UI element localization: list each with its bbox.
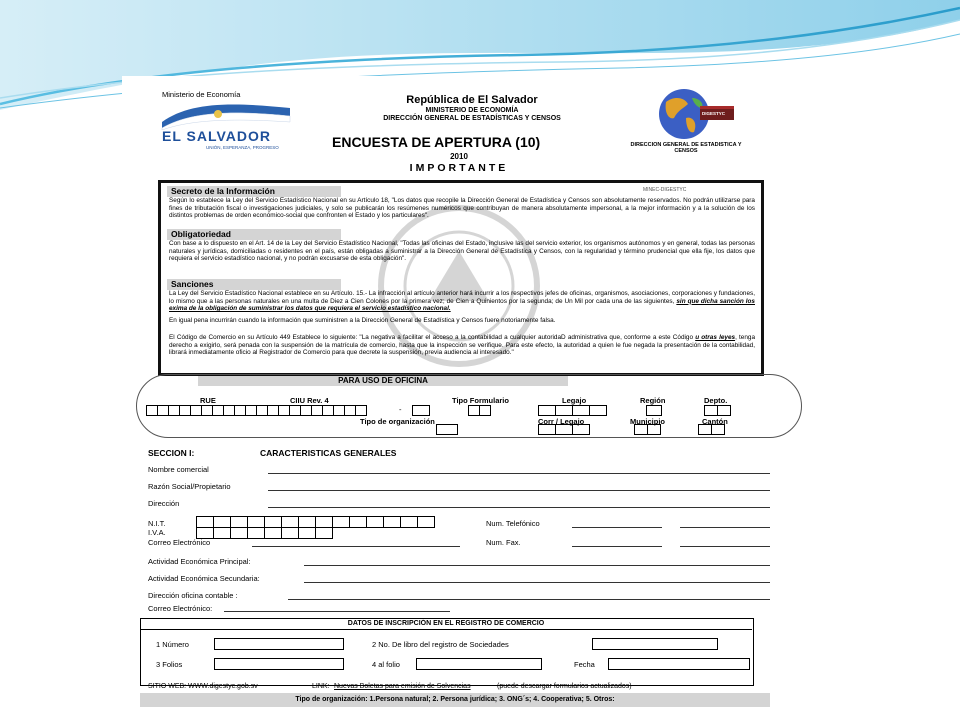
section1-subtitle: CARACTERISTICAS GENERALES (260, 448, 397, 458)
municipio-label: Municipio (630, 417, 665, 426)
region-input[interactable] (646, 405, 662, 416)
ministry-logo-main-text: EL SALVADOR (162, 128, 272, 144)
rue-label: RUE (200, 396, 216, 405)
fecha-label: Fecha (574, 660, 595, 669)
tipo-organizacion-legend-text: Tipo de organización: 1.Persona natural; 2. Persona jurídica; 3. ONG´s; 4. Cooperativa; 5. Otros: (295, 696, 615, 703)
digestyc-badge: DIGESTYC (702, 111, 726, 116)
actividad-secundaria-field[interactable] (304, 582, 770, 583)
region-label: Región (640, 396, 666, 405)
direccion-label: Dirección (148, 499, 180, 508)
ciiu-label: CIIU Rev. 4 (290, 396, 329, 405)
nombre-comercial-field[interactable] (268, 473, 770, 474)
fax-label: Num. Fax. (486, 538, 521, 547)
sanciones-heading: Sanciones (167, 279, 341, 290)
survey-title: ENCUESTA DE APERTURA (10) (332, 134, 541, 150)
direccion-contable-label: Dirección oficina contable : (148, 591, 238, 600)
ministry-logo (160, 90, 300, 154)
numero-label: 1 Número (156, 640, 189, 649)
iva-input-cells[interactable] (196, 527, 332, 539)
link-label: LINK: (312, 683, 330, 690)
libro-input[interactable] (592, 638, 718, 650)
direccion-contable-field[interactable] (288, 599, 770, 600)
sanciones-text-2: En igual pena incurrirán cuando la información que suministren a la Dirección General de Estadística y Censos fuere notoriamente falsa. (169, 317, 556, 324)
canton-label: Cantón (702, 417, 728, 426)
folios-label: 3 Folios (156, 660, 183, 669)
telefono-field-2[interactable] (680, 527, 770, 528)
canton-input-cells[interactable] (698, 424, 724, 435)
tipo-formulario-label: Tipo Formulario (452, 396, 509, 405)
flag-wave-icon (160, 100, 292, 130)
rue-input-cells[interactable] (146, 405, 278, 416)
depto-label: Depto. (704, 396, 728, 405)
libro-label: 2 No. De libro del registro de Sociedades (372, 640, 509, 649)
comercio-text-underlined: u otras leyes (695, 334, 736, 341)
ciiu-check-digit-input[interactable] (412, 405, 430, 416)
important-label: IMPORTANTE (409, 162, 509, 174)
nombre-comercial-label: Nombre comercial (148, 465, 209, 474)
sanciones-text (169, 290, 755, 313)
survey-year: 2010 (450, 152, 468, 161)
municipio-input-cells[interactable] (634, 424, 660, 435)
actividad-secundaria-label: Actividad Económica Secundaria: (148, 574, 260, 583)
office-use-title: PARA USO DE OFICINA (198, 376, 568, 386)
corr-legajo-input-cells[interactable] (538, 424, 589, 435)
nit-label: N.I.T. (148, 519, 166, 528)
solvencias-link[interactable]: Nuevas Boletas para emisión de Solvencias (334, 683, 471, 690)
razon-social-label: Razón Social/Propietario (148, 482, 231, 491)
link-note: (puede descargar formularios actualizados) (497, 683, 632, 690)
fax-field-2[interactable] (680, 546, 770, 547)
actividad-principal-label: Actividad Económica Principal: (148, 557, 251, 566)
fecha-input[interactable] (608, 658, 750, 670)
ministry-logo-top-text: Ministerio de Economía (162, 90, 241, 99)
tipo-organizacion-input[interactable] (436, 424, 458, 435)
telefono-label: Num. Telefónico (486, 519, 540, 528)
correo-electronico-label: Correo Electrónico (148, 538, 211, 547)
registro-comercio-title: DATOS DE INSCRIPCIÓN EN EL REGISTRO DE COMERCIO (140, 618, 752, 630)
al-folio-label: 4 al folio (372, 660, 400, 669)
ciiu-input-cells[interactable] (278, 405, 366, 416)
survey-document (122, 76, 822, 720)
sanciones-text-underlined: sin que dicha sanción los exima de la obligación de suministrar los datos que requiera el servicio estadístico nacional. (169, 297, 755, 313)
numero-input[interactable] (214, 638, 344, 650)
section1-title: SECCION I: (148, 448, 195, 458)
comercio-text (169, 334, 755, 357)
depto-input-cells[interactable] (704, 405, 730, 416)
legajo-input-cells[interactable] (538, 405, 606, 416)
secreto-text: Según lo establece la Ley del Servicio Estadístico Nacional en su Artículo 18, "Los datos que recopile la Dirección General de Estadística y Censos son absolutamente reservados. No podrán utilizarse para fines de tributación fiscal o investigaciones judiciales, y solo se publicarán los resúmenes numéricos que contribuyan de manera absolutamente impersonal, a la mejor información y a la solución de los distintos problemas de orden económico-social que confronten el Estado y los particulares". (169, 197, 755, 220)
notice-code: MINEC-DIGESTYC (643, 187, 687, 193)
ciiu-dash: - (399, 405, 402, 414)
ministry-logo-sub-text: UNIÓN, ESPERANZA, PROGRESO (206, 145, 279, 150)
razon-social-field[interactable] (268, 490, 770, 491)
comercio-text-part2: , tenga derecho a exigirlo, será penada con la suspensión de la matrícula de comercio, hasta que la inspección se verifique. Para este efecto, la autoridad a quien le fue negada la presentación de la contabilidad, librará inmediatamente oficio al Registrador de Comercio para que decrete la suspensión, previa audiencia al interesado." (169, 334, 755, 357)
obligatoriedad-text: Con base a lo dispuesto en el Art. 14 de la Ley del Servicio Estadístico Nacional, "Todas las oficinas del Estado, inclusive las del servicio exterior, los organismos autónomos y en general, todas las personas naturales y jurídicas, domiciliadas o residentes en el país, están obligadas a suministrar a la Dirección General de Estadística y Censos, con la regularidad y término prudencial que ella fije, los datos que requiera el servicio estadístico nacional, y no podrán excusarse de esta obligación". (169, 240, 755, 263)
legal-notice-box (158, 180, 764, 376)
tipo-organizacion-label: Tipo de organización (360, 417, 435, 426)
telefono-field-1[interactable] (572, 527, 662, 528)
digestyc-caption: DIRECCION GENERAL DE ESTADISTICA Y CENSOS (630, 142, 742, 154)
direccion-field[interactable] (268, 507, 770, 508)
folios-input[interactable] (214, 658, 344, 670)
globe-icon (628, 88, 748, 140)
ministry-title: MINISTERIO DE ECONOMÍA (425, 107, 519, 114)
directorate-title: DIRECCIÓN GENERAL DE ESTADÍSTICAS Y CENSOS (383, 115, 561, 122)
al-folio-input[interactable] (416, 658, 542, 670)
iva-label: I.V.A. (148, 528, 166, 537)
tipo-formulario-input-cells[interactable] (468, 405, 490, 416)
actividad-principal-field[interactable] (304, 565, 770, 566)
correo-electronico-2-field[interactable] (224, 611, 450, 612)
comercio-text-part1: El Código de Comercio en su Artículo 449 Establece lo siguiente: "La negativa a facilitar el acceso a la contabilidad a cualquier autoridaD administrativa que, conforme a este Código (169, 334, 694, 341)
obligatoriedad-heading: Obligatoriedad (167, 229, 341, 240)
document-header (302, 94, 642, 122)
sitio-web-text: SITIO WEB: WWW.digestyc.gob.sv (148, 683, 258, 690)
legajo-label: Legajo (562, 396, 587, 405)
corr-legajo-label: Corr / Legajo (538, 417, 585, 426)
secreto-heading: Secreto de la Información (167, 186, 341, 197)
correo-electronico-field[interactable] (252, 546, 460, 547)
country-title: República de El Salvador (406, 94, 538, 106)
correo-electronico-2-label: Correo Electrónico: (148, 604, 213, 613)
digestyc-logo (628, 88, 748, 158)
sanciones-text-part1: La Ley del Servicio Estadístico Nacional establece en su Artículo. 15.- La infracción al artículo anterior hará incurrir a los respectivos jefes de oficinas, organismos, asociaciones, corporaciones y fundaciones, lo mismo que a las personas naturales en una multa de Diez a Cien Colones por la primera vez; de Cien a Quinientos por la segunda; de Un Mil por cada una de las siguientes, (169, 290, 755, 305)
fax-field-1[interactable] (572, 546, 662, 547)
